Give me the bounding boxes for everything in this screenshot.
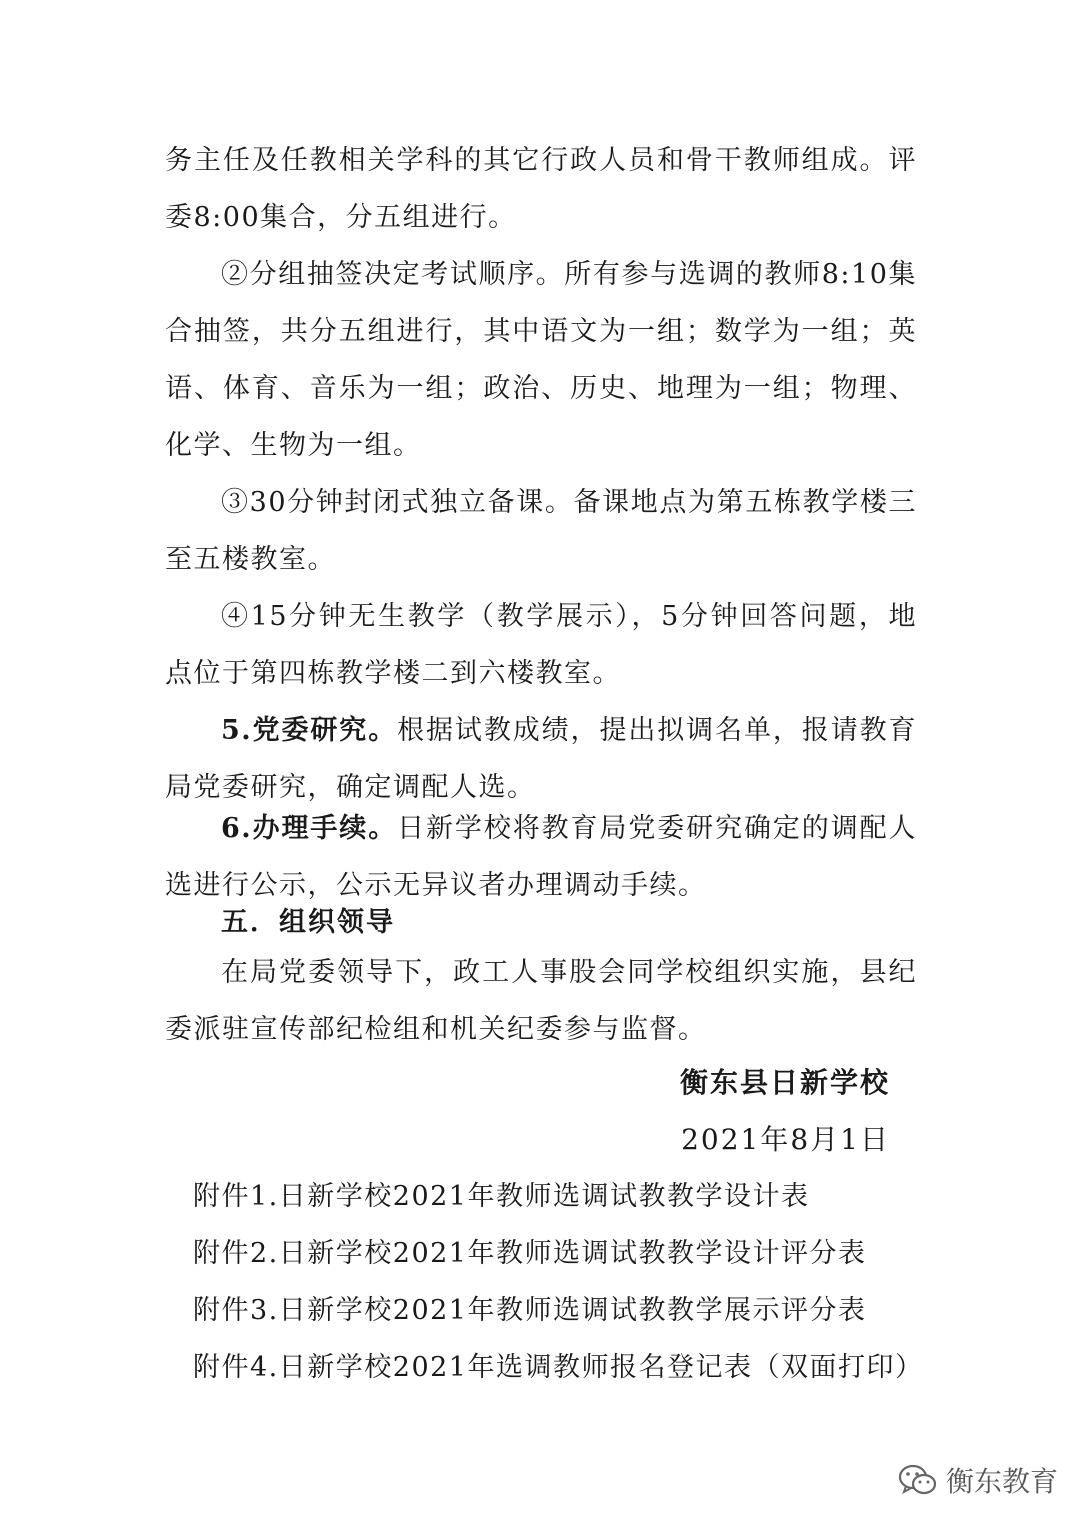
procedures-body: 日新学校将教育局党委研究确定的调配人选进行公示，公示无异议者办理调动手续。 [165,813,918,901]
paragraph-party-review [165,702,917,816]
attachment-item: 附件3.日新学校2021年教师选调试教教学展示评分表 [193,1295,867,1326]
signature-organization: 衡东县日新学校 [679,1066,890,1099]
attachment-item: 附件1.日新学校2021年教师选调试教教学设计表 [193,1181,810,1212]
source-watermark [898,1458,1058,1502]
party-review-title: 5.党委研究。 [221,715,398,746]
paragraph-organization: 在局党委领导下，政工人事股会同学校组织实施，县纪委派驻宣传部纪检组和机关纪委参与监督。 [165,957,917,1045]
section-heading-organization: 五．组织领导 [221,907,395,938]
watermark-text: 衡东教育 [946,1465,1059,1498]
signature-date: 2021年8月1日 [681,1123,890,1156]
paragraph-preparation: ③30分钟封闭式独立备课。备课地点为第五栋教学楼三至五楼教室。 [165,487,917,575]
paragraph-procedures [165,800,917,914]
paragraph-teaching-demo: ④15分钟无生教学（教学展示），5分钟回答问题，地点位于第四栋教学楼二到六楼教室。 [165,601,917,689]
paragraph-lottery: ②分组抽签决定考试顺序。所有参与选调的教师8:10集合抽签，共分五组进行，其中语文为一组；数学为一组；英语、体育、音乐为一组；政治、历史、地理为一组；物理、化学、生物为一组。 [165,259,917,461]
party-review-body: 根据试教成绩，提出拟调名单，报请教育局党委研究，确定调配人选。 [165,715,918,803]
attachment-item: 附件4.日新学校2021年选调教师报名登记表（双面打印） [193,1352,924,1383]
paragraph-judges: 务主任及任教相关学科的其它行政人员和骨干教师组成。评委8:00集合，分五组进行。 [165,145,917,233]
attachment-item: 附件2.日新学校2021年教师选调试教教学设计评分表 [193,1238,867,1269]
wechat-icon [898,1463,938,1497]
procedures-title: 6.办理手续。 [221,813,398,844]
